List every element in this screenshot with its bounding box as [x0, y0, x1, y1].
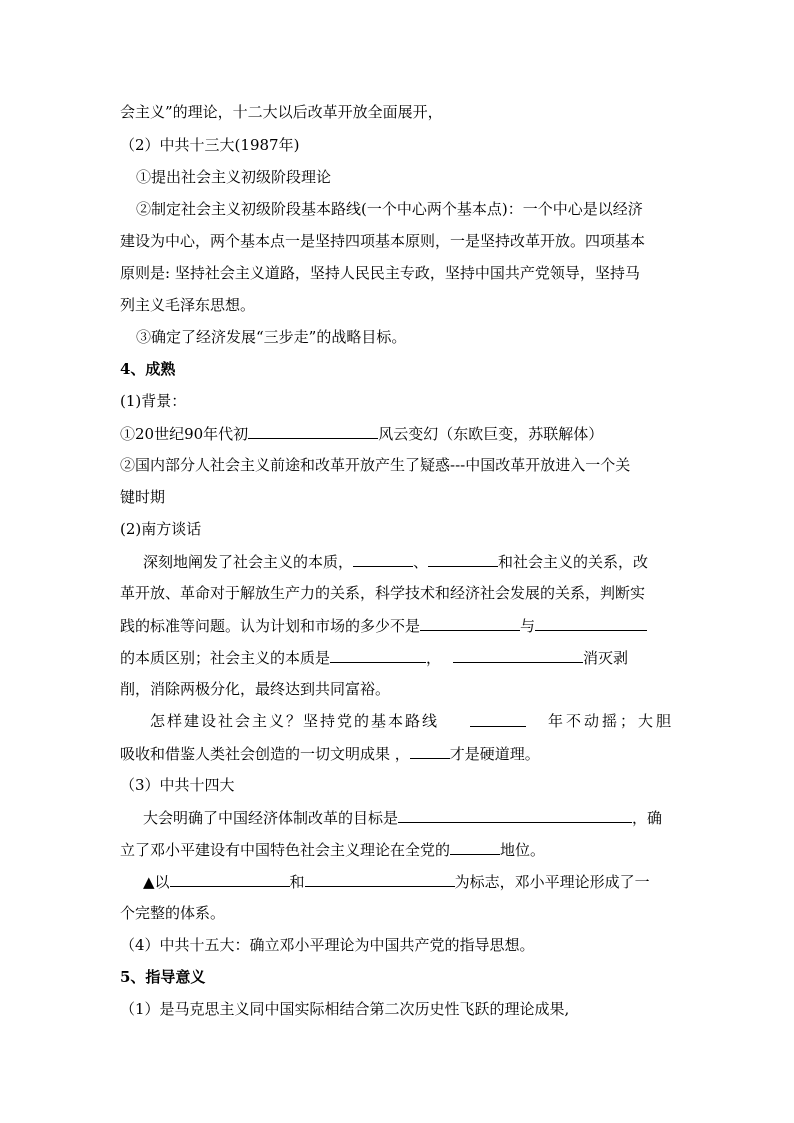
blank-field[interactable] [330, 647, 426, 663]
blank-field[interactable] [398, 807, 632, 823]
subsection-heading: （2）中共十三大(1987年) [120, 136, 300, 154]
text: 年不动摇；大胆 [547, 712, 674, 730]
paragraph-line: 建设为中心，两个基本点一是坚持四项基本原则，一是坚持改革开放。四项基本 [120, 232, 646, 250]
paragraph-line: ②国内部分人社会主义前途和改革开放产生了疑惑---中国改革开放进入一个关 [120, 456, 631, 474]
fill-in-line [120, 839, 545, 860]
paragraph-line: 会主义”的理论，十二大以后改革开放全面展开， [120, 103, 443, 121]
fill-in-line [150, 711, 674, 731]
text: 践的标准等问题。认为计划和市场的多少不是 [120, 617, 421, 635]
blank-field[interactable] [170, 871, 290, 887]
text: 、 [413, 553, 429, 571]
subsection-heading: (1)背景： [120, 392, 187, 410]
text: 地位。 [500, 841, 546, 859]
blank-field[interactable] [470, 711, 526, 727]
fill-in-line [143, 871, 650, 892]
blank-field[interactable] [453, 647, 583, 663]
text: 立了邓小平建设有中国特色社会主义理论在全党的 [120, 841, 451, 859]
fill-in-line [120, 647, 628, 668]
section-heading: 4、成熟 [120, 360, 176, 378]
paragraph-line: （1）是马克思主义同中国实际相结合第二次历史性飞跃的理论成果, [120, 1000, 570, 1018]
blank-field[interactable] [450, 839, 500, 855]
subsection-heading: (2)南方谈话 [120, 520, 202, 538]
list-item: ③确定了经济发展“三步走”的战略目标。 [136, 328, 407, 346]
fill-in-line [120, 615, 647, 636]
text: 吸收和借鉴人类社会创造的一切文明成果 ， [120, 745, 410, 763]
text: ，确 [632, 809, 663, 827]
paragraph-line: 革开放、革命对于解放生产力的关系，科学技术和经济社会发展的关系，判断实 [120, 584, 646, 602]
blank-field[interactable] [305, 871, 455, 887]
section-heading: 5、指导意义 [120, 968, 206, 986]
paragraph-line: 列主义毛泽东思想。 [120, 296, 256, 314]
text: 和 [289, 873, 305, 891]
text: 消灭剥 [583, 649, 629, 667]
text: ①20世纪90年代初 [120, 425, 249, 443]
fill-in-line [143, 807, 662, 828]
text: 深刻地阐发了社会主义的本质， [143, 553, 354, 571]
blank-field[interactable] [420, 615, 520, 631]
text: 为标志，邓小平理论形成了一 [454, 873, 650, 891]
fill-in-line [143, 551, 648, 572]
fill-in-line [120, 743, 540, 764]
text: ▲以 [143, 873, 170, 891]
text: 才是硬道理。 [449, 745, 540, 763]
blank-field[interactable] [428, 551, 498, 567]
paragraph-line: 个完整的体系。 [120, 904, 226, 922]
text: 风云变幻（东欧巨变，苏联解体） [378, 425, 604, 443]
blank-field[interactable] [248, 423, 378, 439]
text: ， [426, 649, 442, 667]
paragraph-line: 键时期 [120, 488, 166, 506]
list-item: ②制定社会主义初级阶段基本路线(一个中心两个基本点)：一个中心是以经济 [136, 200, 643, 218]
subsection-heading: （4）中共十五大：确立邓小平理论为中国共产党的指导思想。 [120, 936, 535, 954]
text: 大会明确了中国经济体制改革的目标是 [143, 809, 399, 827]
text: 怎样建设社会主义？坚持党的基本路线 [150, 712, 440, 730]
blank-field[interactable] [410, 743, 450, 759]
fill-in-line [120, 423, 603, 444]
blank-field[interactable] [353, 551, 413, 567]
text: 的本质区别；社会主义的本质是 [120, 649, 331, 667]
list-item: ①提出社会主义初级阶段理论 [136, 168, 332, 186]
blank-field[interactable] [535, 615, 647, 631]
subsection-heading: （3）中共十四大 [120, 776, 235, 794]
paragraph-line: 原则是: 坚持社会主义道路，坚持人民民主专政，坚持中国共产党领导，坚持马 [120, 264, 640, 282]
paragraph-line: 削，消除两极分化，最终达到共同富裕。 [120, 680, 391, 698]
text: 与 [520, 617, 536, 635]
text: 和社会主义的关系，改 [498, 553, 649, 571]
